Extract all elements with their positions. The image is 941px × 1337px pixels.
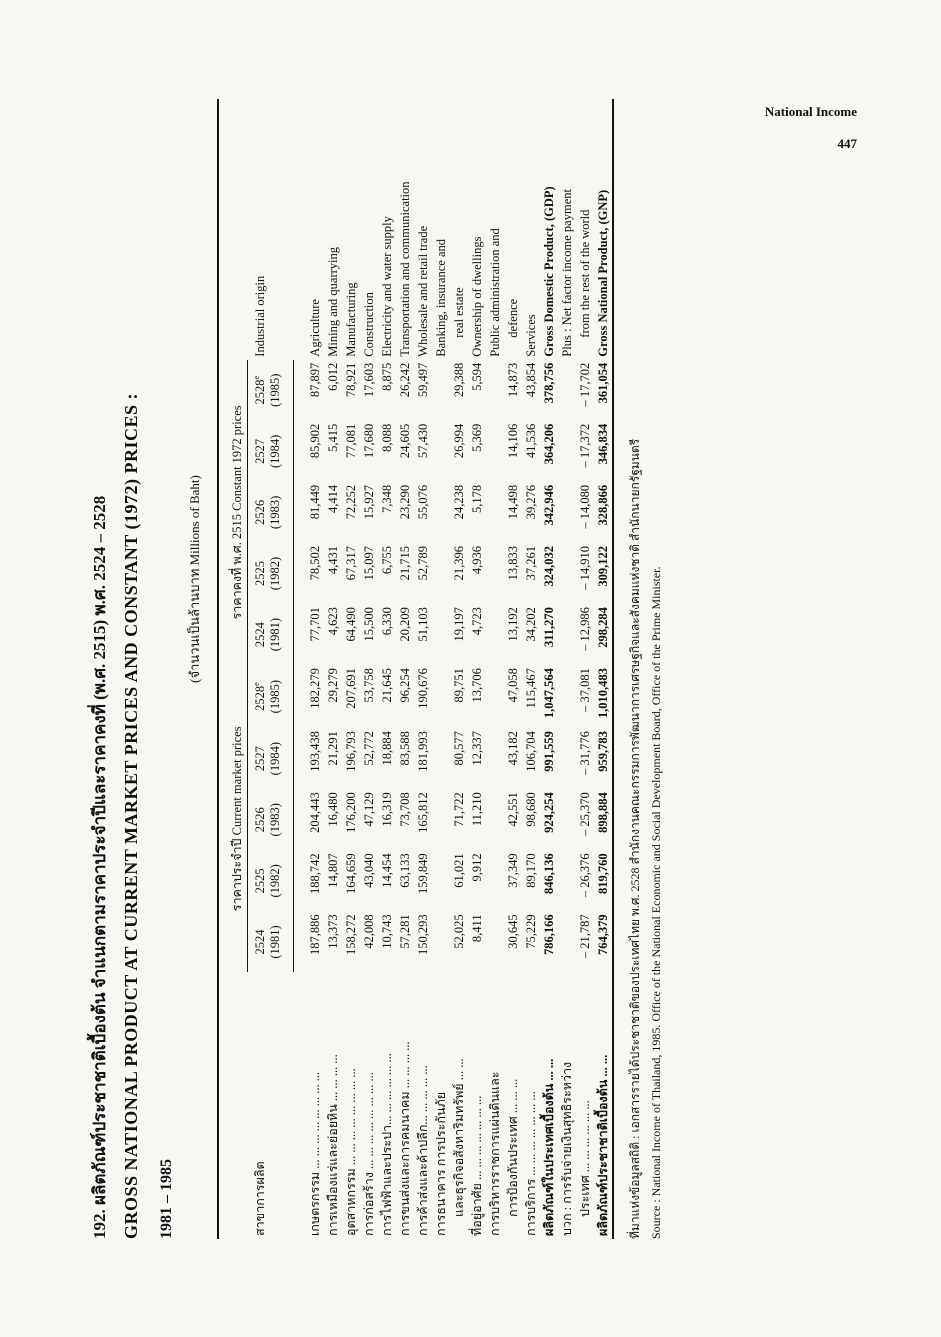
- constant-price-cell: [486, 481, 504, 542]
- constant-price-cell: 21,715: [397, 545, 412, 580]
- current-price-cell: 16,480: [325, 791, 340, 827]
- current-price-cell: 924,254: [541, 791, 556, 833]
- year-ad-header: (1985): [268, 359, 294, 420]
- row-label-thai: ประเทศ ... ... ... ... ... ...: [577, 1099, 592, 1217]
- row-label-english: Electricity and water supply: [379, 215, 394, 357]
- constant-price-cell: [486, 542, 504, 603]
- row-label-thai: การเหมืองแร่และย่อยหิน ... ... ... ...: [325, 1053, 340, 1236]
- table-row: [468, 99, 486, 1239]
- row-label-thai: เกษตรกรรม ... ... ... ... ... ... ... ...: [307, 1071, 322, 1236]
- current-price-cell: 164,659: [343, 852, 358, 894]
- constant-price-cell: 41,536: [523, 423, 538, 458]
- row-label-thai: การค้าส่งและค้าปลีก... ... ... ... ...: [415, 1064, 430, 1236]
- constant-price-cell: 6,330: [379, 606, 394, 635]
- current-price-cell: 959,783: [595, 730, 610, 772]
- constant-price-cell: – 14,080: [577, 484, 592, 529]
- row-label-english: Ownership of dwellings: [469, 236, 484, 357]
- constant-price-cell: 23,290: [397, 484, 412, 519]
- current-price-cell: 43,182: [505, 730, 520, 765]
- constant-price-cell: 67,317: [343, 545, 358, 580]
- table-row: [396, 99, 414, 1239]
- year-header: 2527: [252, 745, 267, 771]
- current-price-cell: [486, 665, 504, 728]
- constant-price-cell: 309,122: [595, 545, 610, 587]
- constant-price-cell: 21,396: [451, 545, 466, 580]
- year-header: 2528e: [251, 375, 267, 405]
- year-header: 2525: [252, 867, 267, 893]
- year-ad-header: (1984): [268, 728, 294, 789]
- current-price-cell: 52,772: [361, 730, 376, 765]
- row-label-thai: การไฟฟ้าและประปา... ... ... ... ... ...: [379, 1052, 394, 1236]
- current-price-cell: 75,229: [523, 913, 538, 949]
- source-thai: ที่มาแห่งข้อมูลสถิติ : เอกสารรายได้ประชาชาติของประเทศไทย พ.ศ. 2528 สำนักงานคณะกรรมการพัฒนาการเศรษฐกิจและสังคมแห่งชาติ สำนักนายกรัฐมนตรี: [627, 438, 642, 1239]
- constant-price-cell: 4,723: [469, 606, 484, 635]
- constant-price-cell: 77,701: [307, 606, 322, 641]
- current-price-cell: 47,058: [505, 667, 520, 703]
- constant-price-cell: 4,936: [469, 545, 484, 574]
- current-price-cell: 89,170: [523, 852, 538, 888]
- row-label-english: real estate: [451, 286, 466, 338]
- constant-price-cell: 34,202: [523, 606, 538, 641]
- constant-price-cell: 26,994: [451, 423, 466, 458]
- row-label-thai: บวก : การรับจ่ายเงินสุทธิระหว่าง: [559, 1061, 574, 1236]
- constant-price-cell: 52,789: [415, 545, 430, 580]
- source-english: Source : National Income of Thailand, 1985. Office of the National Economic and Social Development Board, Office of the Prime Minister.: [648, 566, 663, 1239]
- constant-price-cell: 15,500: [361, 606, 376, 641]
- current-price-cell: 30,645: [505, 913, 520, 949]
- row-label-thai: ที่อยู่อาศัย ... ... ... ... ... ... ...: [469, 1095, 484, 1236]
- current-price-cell: 14,807: [325, 852, 340, 888]
- row-label-thai: การบริการ ... ... ... ... ... ... ...: [523, 1090, 538, 1236]
- current-price-cell: 10,743: [379, 913, 394, 949]
- constant-price-cell: 14,106: [505, 423, 520, 458]
- year-ad-header: (1982): [268, 850, 294, 911]
- constant-price-cell: 87,897: [307, 362, 322, 397]
- current-price-cell: 196,793: [343, 730, 358, 772]
- row-label-thai: การก่อสร้าง ... ... ... ... ... ... ... ...: [361, 1071, 376, 1236]
- current-price-cell: 96,254: [397, 667, 412, 703]
- table-row: [558, 99, 576, 1239]
- constant-price-cell: 324,032: [541, 545, 556, 587]
- constant-price-cell: 14,873: [505, 362, 520, 397]
- current-price-cell: [558, 911, 576, 972]
- constant-price-cell: 24,605: [397, 423, 412, 458]
- current-price-cell: 14,454: [379, 852, 394, 888]
- current-price-cell: 1,010,483: [595, 667, 610, 718]
- constant-price-cell: [486, 420, 504, 481]
- row-label-english: Transportation and communication: [397, 180, 412, 357]
- constant-price-cell: 5,178: [469, 484, 484, 513]
- current-price-cell: 786,166: [541, 913, 556, 955]
- table-row: [414, 99, 432, 1239]
- table-title-thai: 192. ผลิตภัณฑ์ประชาชาติเบื้องต้น จำแนกตามราคาประจำปีและราคาคงที่ (พ.ศ. 2515) พ.ศ. 2524 – 2528: [89, 495, 109, 1239]
- current-price-cell: – 25,370: [577, 791, 592, 836]
- current-price-cell: 1,047,564: [541, 667, 556, 718]
- current-price-cell: [486, 911, 504, 972]
- year-ad-header: (1983): [268, 789, 294, 850]
- header-constant-prices: ราคาคงที่ พ.ศ. 2515 Constant 1972 prices: [218, 359, 248, 664]
- constant-price-cell: 55,076: [415, 484, 430, 519]
- running-header-title: National Income: [764, 104, 857, 119]
- rotated-table-sheet: [86, 99, 856, 1239]
- year-ad-header: (1981): [268, 911, 294, 972]
- constant-price-cell: 311,270: [541, 606, 556, 647]
- constant-price-cell: 24,238: [451, 484, 466, 519]
- current-price-cell: 42,551: [505, 791, 520, 827]
- year-header: 2528e: [251, 681, 267, 711]
- row-label-thai: การธนาคาร การประกันภัย: [433, 1091, 448, 1236]
- current-price-cell: [432, 728, 450, 789]
- current-price-cell: 150,293: [415, 913, 430, 955]
- constant-price-cell: 5,415: [325, 423, 340, 452]
- estimate-mark: e: [251, 375, 261, 380]
- current-price-cell: 159,849: [415, 852, 430, 894]
- current-price-cell: 991,559: [541, 730, 556, 772]
- constant-price-cell: 4,414: [325, 484, 340, 513]
- row-label-english: Wholesale and retail trade: [415, 225, 430, 357]
- current-price-cell: 115,467: [523, 667, 538, 708]
- current-price-cell: 106,704: [523, 730, 538, 772]
- constant-price-cell: [558, 542, 576, 603]
- current-price-cell: [486, 728, 504, 789]
- table-row: [360, 99, 378, 1239]
- constant-price-cell: [432, 604, 450, 665]
- current-price-cell: 42,008: [361, 913, 376, 949]
- unit-label: (จำนวนเป็นล้านบาท Millions of Baht): [186, 474, 202, 683]
- page-number: 447: [837, 136, 857, 151]
- year-header: 2526: [252, 499, 267, 525]
- constant-price-cell: 81,449: [307, 484, 322, 519]
- current-price-cell: 83,588: [397, 730, 412, 765]
- current-price-cell: 73,708: [397, 791, 412, 827]
- current-price-cell: 71,722: [451, 791, 466, 827]
- current-price-cell: 98,680: [523, 791, 538, 827]
- current-price-cell: 165,812: [415, 791, 430, 833]
- constant-price-cell: 7,348: [379, 484, 394, 513]
- constant-price-cell: [486, 604, 504, 665]
- row-label-english: Gross Domestic Product, (GDP): [541, 185, 556, 357]
- constant-price-cell: 361,054: [595, 362, 610, 403]
- year-header: 2525: [252, 560, 267, 586]
- constant-price-cell: – 14,910: [577, 545, 592, 590]
- constant-price-cell: [558, 420, 576, 481]
- constant-price-cell: 29,388: [451, 362, 466, 397]
- table-row: [342, 99, 360, 1239]
- constant-price-cell: 85,902: [307, 423, 322, 458]
- constant-price-cell: 8,875: [379, 362, 394, 391]
- row-label-thai: และธุรกิจอสังหาริมทรัพย์ ... ...: [451, 1057, 466, 1217]
- year-header: 2526: [252, 806, 267, 832]
- constant-price-cell: 20,209: [397, 606, 412, 641]
- current-price-cell: 12,337: [469, 730, 484, 765]
- row-label-english: Banking, insurance and: [433, 238, 448, 357]
- current-price-cell: 21,291: [325, 730, 340, 765]
- current-price-cell: 89,751: [451, 667, 466, 703]
- table-row: [378, 99, 396, 1239]
- constant-price-cell: 17,603: [361, 362, 376, 397]
- current-price-cell: 207,691: [343, 667, 358, 709]
- current-price-cell: 819,760: [595, 852, 610, 894]
- estimate-mark: e: [251, 681, 261, 686]
- constant-price-cell: 5,594: [469, 362, 484, 391]
- current-price-cell: [558, 728, 576, 789]
- constant-price-cell: 13,192: [505, 606, 520, 641]
- constant-price-cell: 77,081: [343, 423, 358, 458]
- constant-price-cell: 346,834: [595, 423, 610, 464]
- constant-price-cell: [432, 420, 450, 481]
- constant-price-cell: 5,369: [469, 423, 484, 452]
- table-row: [293, 99, 324, 1239]
- constant-price-cell: 14,498: [505, 484, 520, 519]
- row-label-thai: อุตสาหกรรม ... ... ... ... ... ... ... ...: [343, 1067, 358, 1236]
- current-price-cell: 47,129: [361, 791, 376, 827]
- header-current-prices: ราคาประจำปี Current market prices: [218, 665, 248, 972]
- table-row: [324, 99, 342, 1239]
- current-price-cell: 53,758: [361, 667, 376, 703]
- constant-price-cell: 15,927: [361, 484, 376, 519]
- table-row: [594, 99, 613, 1239]
- current-price-cell: 21,645: [379, 667, 394, 703]
- constant-price-cell: 378,756: [541, 362, 556, 403]
- constant-price-cell: 342,946: [541, 484, 556, 525]
- row-label-thai: ผลิตภัณฑ์ประชาชาติเบื้องต้น ... ...: [595, 1054, 610, 1236]
- constant-price-cell: 57,430: [415, 423, 430, 458]
- current-price-cell: 29,279: [325, 667, 340, 703]
- year-ad-header: (1981): [268, 604, 294, 665]
- constant-price-cell: 37,261: [523, 545, 538, 580]
- current-price-cell: 13,373: [325, 913, 340, 949]
- constant-price-cell: 19,197: [451, 606, 466, 641]
- current-price-cell: 37,349: [505, 852, 520, 888]
- constant-price-cell: [558, 604, 576, 665]
- current-price-cell: 63,133: [397, 852, 412, 888]
- current-price-cell: [432, 789, 450, 850]
- constant-price-cell: [432, 359, 450, 420]
- table-row: [540, 99, 558, 1239]
- constant-price-cell: – 12,986: [577, 606, 592, 651]
- constant-price-cell: 17,680: [361, 423, 376, 458]
- current-price-cell: 18,884: [379, 730, 394, 765]
- header-thai-sector: สาขาการผลิต: [252, 1160, 267, 1236]
- constant-price-cell: 8,088: [379, 423, 394, 452]
- year-ad-header: (1984): [268, 420, 294, 481]
- current-price-cell: 187,886: [307, 913, 322, 955]
- current-price-cell: 8,411: [469, 913, 484, 942]
- row-label-english: Services: [523, 313, 538, 357]
- table-row: [576, 99, 594, 1239]
- table-title-english: GROSS NATIONAL PRODUCT AT CURRENT MARKET PRICES AND CONSTANT (1972) PRICES :: [120, 392, 141, 1239]
- constant-price-cell: 328,866: [595, 484, 610, 525]
- current-price-cell: 57,281: [397, 913, 412, 949]
- table-row: [486, 99, 504, 1239]
- constant-price-cell: 43,854: [523, 362, 538, 397]
- current-price-cell: [432, 850, 450, 911]
- current-price-cell: [558, 789, 576, 850]
- current-price-cell: 764,379: [595, 913, 610, 955]
- header-industrial-origin: Industrial origin: [252, 275, 267, 357]
- current-price-cell: – 21,787: [577, 913, 592, 958]
- current-price-cell: 898,884: [595, 791, 610, 833]
- constant-price-cell: [558, 481, 576, 542]
- row-label-thai: การขนส่งและการคมนาคม ... ... ... ...: [397, 1040, 412, 1236]
- row-label-thai: ผลิตภัณฑ์ในประเทศเบื้องต้น ... ...: [541, 1058, 556, 1236]
- table-row: [432, 99, 450, 1239]
- constant-price-cell: [432, 481, 450, 542]
- current-price-cell: – 37,081: [577, 667, 592, 712]
- row-label-english: Gross National Product, (GNP): [595, 189, 610, 357]
- constant-price-cell: 13,833: [505, 545, 520, 580]
- constant-price-cell: 51,103: [415, 606, 430, 641]
- constant-price-cell: 72,252: [343, 484, 358, 519]
- row-label-english: Plus : Net factor income payment: [559, 188, 574, 357]
- current-price-cell: [558, 850, 576, 911]
- constant-price-cell: 26,242: [397, 362, 412, 397]
- table-row: [450, 99, 468, 1239]
- constant-price-cell: 298,284: [595, 606, 610, 648]
- constant-price-cell: 4,431: [325, 545, 340, 574]
- current-price-cell: – 31,776: [577, 730, 592, 775]
- current-price-cell: 158,272: [343, 913, 358, 955]
- row-label-thai: การป้องกันประเทศ ... ... ...: [505, 1078, 520, 1217]
- year-ad-header: (1983): [268, 481, 294, 542]
- current-price-cell: – 26,376: [577, 852, 592, 897]
- current-price-cell: 193,438: [307, 730, 322, 772]
- constant-price-cell: – 17,372: [577, 423, 592, 468]
- constant-price-cell: 78,502: [307, 545, 322, 580]
- constant-price-cell: [558, 359, 576, 420]
- current-price-cell: 182,279: [307, 667, 322, 709]
- year-header: 2524: [252, 621, 267, 647]
- row-label-english: Construction: [361, 291, 376, 357]
- current-price-cell: [486, 850, 504, 911]
- constant-price-cell: 6,012: [325, 362, 340, 391]
- constant-price-cell: 364,206: [541, 423, 556, 464]
- current-price-cell: [486, 789, 504, 850]
- table-year-range: 1981 – 1985: [157, 1158, 175, 1239]
- table-row: [522, 99, 540, 1239]
- constant-price-cell: 15,097: [361, 545, 376, 580]
- constant-price-cell: 59,497: [415, 362, 430, 397]
- constant-price-cell: 64,490: [343, 606, 358, 641]
- current-price-cell: 9,912: [469, 852, 484, 881]
- table-row: [504, 99, 522, 1239]
- current-price-cell: 181,993: [415, 730, 430, 772]
- constant-price-cell: [486, 359, 504, 420]
- current-price-cell: 176,200: [343, 791, 358, 833]
- current-price-cell: 13,706: [469, 667, 484, 703]
- current-price-cell: 11,210: [469, 791, 484, 826]
- year-ad-header: (1985): [268, 665, 294, 728]
- constant-price-cell: 6,755: [379, 545, 394, 574]
- row-label-english: Manufacturing: [343, 281, 358, 357]
- current-price-cell: 190,676: [415, 667, 430, 709]
- row-label-english: Mining and quarrying: [325, 246, 340, 357]
- current-price-cell: [558, 665, 576, 728]
- current-price-cell: [432, 665, 450, 728]
- current-price-cell: 16,319: [379, 791, 394, 827]
- row-label-english: Public administration and: [487, 227, 502, 357]
- current-price-cell: 61,021: [451, 852, 466, 888]
- constant-price-cell: 78,921: [343, 362, 358, 397]
- row-label-english: from the rest of the world: [577, 209, 592, 338]
- row-label-english: defence: [505, 298, 520, 338]
- year-ad-header: (1982): [268, 542, 294, 603]
- year-header: 2527: [252, 438, 267, 464]
- constant-price-cell: – 17,702: [577, 362, 592, 406]
- constant-price-cell: [432, 542, 450, 603]
- current-price-cell: 188,742: [307, 852, 322, 894]
- current-price-cell: 846,136: [541, 852, 556, 894]
- constant-price-cell: 39,276: [523, 484, 538, 519]
- row-label-english: Agriculture: [307, 298, 322, 357]
- current-price-cell: 80,577: [451, 730, 466, 765]
- current-price-cell: 204,443: [307, 791, 322, 833]
- constant-price-cell: 4,623: [325, 606, 340, 635]
- gnp-table: [217, 99, 614, 1239]
- year-header: 2524: [252, 928, 267, 954]
- row-label-thai: การบริหารราชการแผ่นดินและ: [487, 1071, 502, 1236]
- current-price-cell: [432, 911, 450, 972]
- current-price-cell: 52,025: [451, 913, 466, 949]
- current-price-cell: 43,040: [361, 852, 376, 888]
